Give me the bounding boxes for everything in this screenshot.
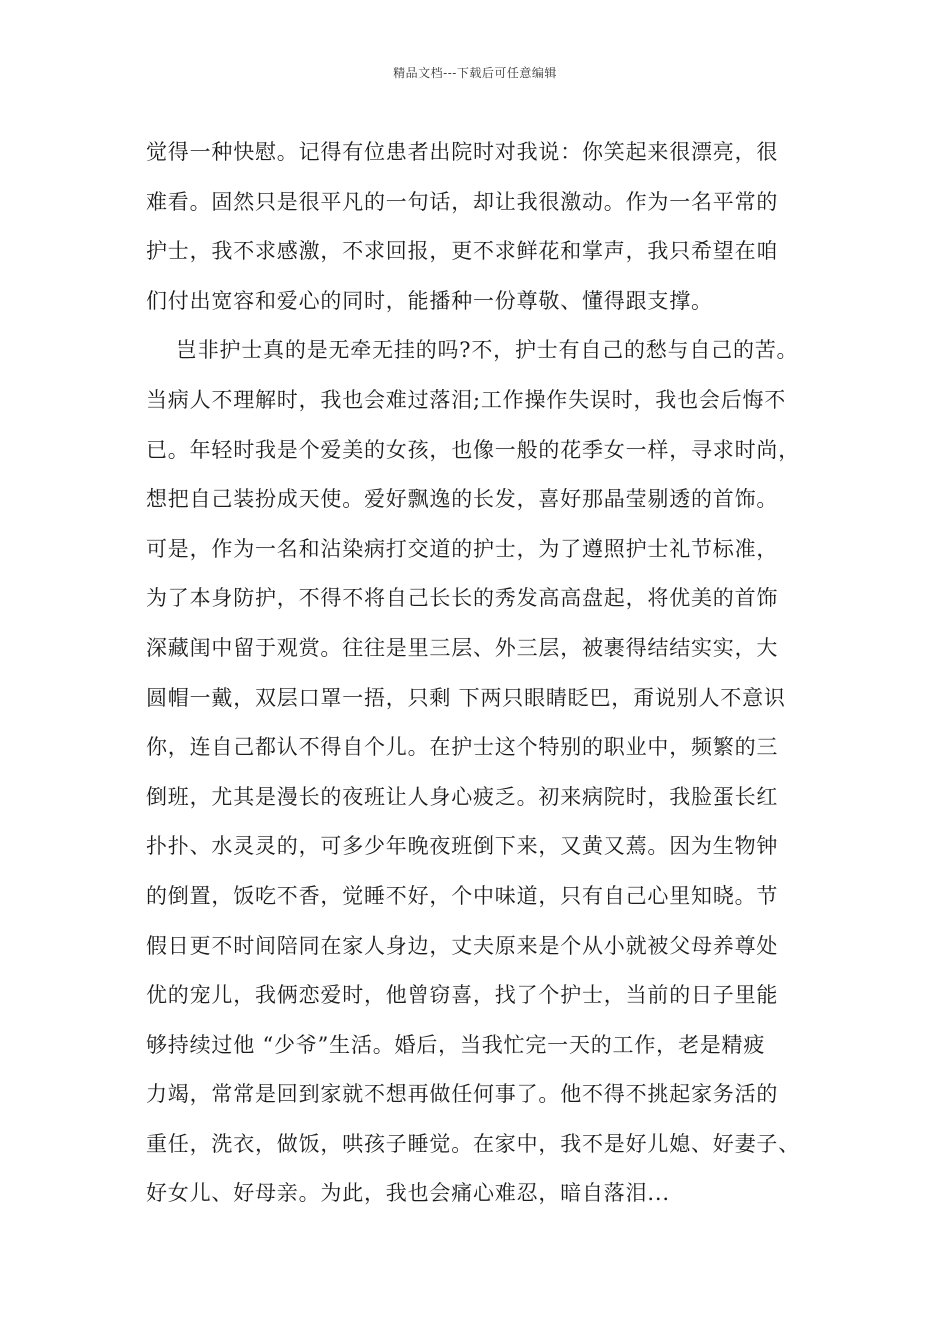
text-line: 圆帽一戴，双层口罩一捂，只剩 下两只眼睛眨巴，甭说别人不意识 [146, 685, 786, 710]
page-header: 精品文档---下载后可任意编辑 [393, 66, 557, 80]
text-line: 可是，作为一名和沾染病打交道的护士，为了遵照护士礼节标准， [146, 536, 779, 561]
text-line: 优的宠儿，我俩恋爱时，他曾窃喜，找了个护士，当前的日子里能 [146, 983, 779, 1008]
text-line: 当病人不理解时，我也会难过落泪;工作操作失误时，我也会后悔不 [146, 387, 787, 412]
text-line: 已。年轻时我是个爱美的女孩，也像一般的花季女一样，寻求时尚， [146, 437, 800, 462]
text-line: 力竭，常常是回到家就不想再做任何事了。他不得不挑起家务活的 [146, 1082, 779, 1107]
text-line: 好女儿、好母亲。为此，我也会痛心难忍，暗自落泪... [146, 1181, 670, 1206]
text-line: 觉得一种快慰。记得有位患者出院时对我说：你笑起来很漂亮，很 [146, 140, 779, 164]
text-line: 护士，我不求感激，不求回报，更不求鲜花和掌声，我只希望在咱 [146, 239, 779, 264]
text-line: 你，连自己都认不得自个儿。在护士这个特别的职业中，频繁的三 [146, 735, 779, 760]
text-line: 难看。固然只是很平凡的一句话，却让我很激动。作为一名平常的 [146, 189, 779, 214]
text-line: 够持续过他 “少爷”生活。婚后，当我忙完一天的工作，老是精疲 [146, 1032, 766, 1057]
text-line: 深藏闺中留于观赏。往往是里三层、外三层，被裹得结结实实，大 [146, 635, 779, 660]
document-body [146, 128, 826, 1219]
text-line: 倒班，尤其是漫长的夜班让人身心疲乏。初来病院时，我脸蛋长红 [146, 784, 779, 809]
text-line: 为了本身防护，不得不将自己长长的秀发高高盘起，将优美的首饰 [146, 586, 779, 611]
text-line: 岂非护士真的是无牵无挂的吗?不，护士有自己的愁与自己的苦。 [146, 338, 799, 363]
text-line: 重任，洗衣，做饭，哄孩子睡觉。在家中，我不是好儿媳、好妻子、 [146, 1131, 800, 1156]
text-line: 扑扑、水灵灵的，可多少年晚夜班倒下来，又黄又蔫。因为生物钟 [146, 834, 779, 859]
text-line: 想把自己装扮成天使。爱好飘逸的长发，喜好那晶莹剔透的首饰。 [146, 487, 779, 512]
text-line: 们付出宽容和爱心的同时，能播种一份尊敬、懂得跟支撑。 [146, 288, 713, 313]
text-line: 的倒置，饭吃不香，觉睡不好，个中味道，只有自己心里知晓。节 [146, 883, 779, 908]
text-line: 假日更不时间陪同在家人身边，丈夫原来是个从小就被父母养尊处 [146, 933, 779, 958]
